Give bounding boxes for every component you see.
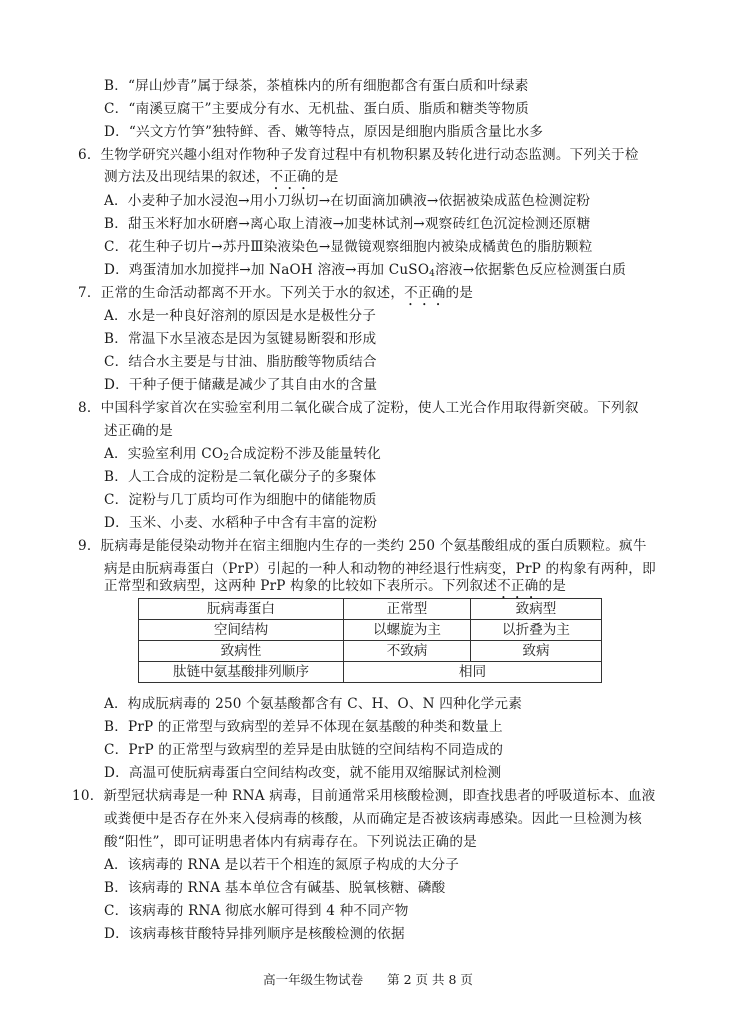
q6-option-b: B．甜玉米籽加水研磨→离心取上清液→加斐林试剂→观察砖红色沉淀检测还原糖 bbox=[104, 216, 591, 232]
table-cell: 致病性 bbox=[139, 641, 344, 662]
table-row bbox=[139, 599, 602, 620]
table-cell: 正常型 bbox=[344, 599, 471, 620]
table-row bbox=[139, 662, 602, 683]
q10-number: 10． bbox=[72, 788, 104, 804]
q8-text: 中国科学家首次在实验室利用二氧化碳合成了淀粉，使人工光合作用取得新突破。下列叙 bbox=[100, 400, 639, 416]
q10-option-a: A．该病毒的 RNA 是以若干个相连的氮原子构成的大分子 bbox=[104, 857, 460, 873]
q7-option-c: C．结合水主要是与甘油、脂肪酸等物质结合 bbox=[104, 354, 377, 370]
q8-stem-line2: 述正确的是 bbox=[104, 423, 173, 439]
q5-option-c: C．“南溪豆腐干”主要成分有水、无机盐、蛋白质、脂质和糖类等物质 bbox=[104, 101, 529, 117]
q9-option-a: A．构成朊病毒的 250 个氨基酸都含有 C、H、O、N 四种化学元素 bbox=[104, 696, 522, 712]
q6-emphasis: 不正确 bbox=[269, 169, 311, 185]
q8-option-c: C．淀粉与几丁质均可作为细胞中的储能物质 bbox=[104, 492, 377, 508]
q6-text: 生物学研究兴趣小组对作物种子发育过程中有机物积累及转化进行动态监测。下列关于检 bbox=[100, 147, 639, 163]
q7-option-b: B．常温下水呈液态是因为氢键易断裂和形成 bbox=[104, 331, 377, 347]
q6-text-post: 的是 bbox=[310, 169, 339, 185]
table-cell: 肽链中氨基酸排列顺序 bbox=[139, 662, 344, 683]
q10-option-d: D．该病毒核苷酸特异排列顺序是核酸检测的依据 bbox=[104, 926, 405, 942]
footer-page-number: 第 2 页 共 8 页 bbox=[387, 972, 473, 987]
q5-option-d: D．“兴文方竹笋”独特鲜、香、嫩等特点，原因是细胞内脂质含量比水多 bbox=[104, 124, 544, 140]
q6-option-d-pre: D．鸡蛋清加水加搅拌→加 NaOH 溶液→再加 CuSO bbox=[104, 262, 430, 278]
q6-stem-line1 bbox=[78, 145, 639, 165]
table-cell: 空间结构 bbox=[139, 620, 344, 641]
q10-option-c: C．该病毒的 RNA 彻底水解可得到 4 种不同产物 bbox=[104, 903, 409, 919]
q6-option-d bbox=[104, 260, 626, 280]
q7-option-a: A．水是一种良好溶剂的原因是水是极性分子 bbox=[104, 308, 377, 324]
prp-comparison-table bbox=[138, 598, 602, 683]
q10-text: 新型冠状病毒是一种 RNA 病毒，目前通常采用核酸检测，即查找患者的呼吸道标本、血液 bbox=[103, 788, 656, 804]
table-cell: 朊病毒蛋白 bbox=[139, 599, 344, 620]
q6-option-c: C．花生种子切片→苏丹Ⅲ染液染色→显微镜观察细胞内被染成橘黄色的脂肪颗粒 bbox=[104, 239, 593, 255]
q8-number: 8． bbox=[78, 400, 101, 416]
q7-option-d: D．干种子便于储藏是减少了其自由水的含量 bbox=[104, 377, 378, 393]
table-row bbox=[139, 641, 602, 662]
q7-text-post: 的是 bbox=[445, 285, 474, 301]
q10-stem-line3: 酸“阳性”，即可证明患者体内有病毒存在。下列说法正确的是 bbox=[104, 834, 477, 850]
q9-text-pre: 正常型和致病型，这两种 PrP 构象的比较如下表所示。下列叙述 bbox=[104, 578, 498, 594]
table-row bbox=[139, 620, 602, 641]
page-footer bbox=[0, 970, 736, 988]
q9-text-post: 的是 bbox=[538, 578, 567, 594]
q8-stem-line1 bbox=[78, 398, 639, 418]
q8-option-a-post: 合成淀粉不涉及能量转化 bbox=[229, 446, 381, 462]
q6-number: 6． bbox=[78, 147, 101, 163]
q6-option-d-post: 溶液→依据紫色反应检测蛋白质 bbox=[435, 262, 627, 278]
footer-title: 高一年级生物试卷 bbox=[263, 972, 364, 987]
q8-option-a bbox=[104, 444, 381, 464]
q8-option-a-pre: A．实验室利用 CO bbox=[104, 446, 224, 462]
q9-text: 朊病毒是能侵染动物并在宿主细胞内生存的一类约 250 个氨基酸组成的蛋白质颗粒。疯牛 bbox=[100, 538, 647, 554]
table-cell: 致病 bbox=[471, 641, 602, 662]
q6-stem-line2 bbox=[104, 167, 339, 193]
q6-option-d-sub: 4 bbox=[429, 269, 436, 279]
q9-option-d: D．高温可使朊病毒蛋白空间结构改变，就不能用双缩脲试剂检测 bbox=[104, 765, 502, 781]
q9-number: 9． bbox=[78, 538, 101, 554]
q9-option-c: C．PrP 的正常型与致病型的差异是由肽链的空间结构不同造成的 bbox=[104, 742, 504, 758]
q9-stem-line2: 病是由朊病毒蛋白（PrP）引起的一种人和动物的神经退行性病变，PrP 的构象有两种，即 bbox=[104, 561, 656, 577]
q5-option-b: B．“屏山炒青”属于绿茶，茶植株内的所有细胞都含有蛋白质和叶绿素 bbox=[104, 78, 529, 94]
table-cell: 不致病 bbox=[344, 641, 471, 662]
q6-text-pre: 测方法及出现结果的叙述， bbox=[104, 169, 270, 185]
table-cell: 以折叠为主 bbox=[471, 620, 602, 641]
table-cell-merged: 相同 bbox=[344, 662, 602, 683]
q6-option-a: A．小麦种子加水浸泡→用小刀纵切→在切面滴加碘液→依据被染成蓝色检测淀粉 bbox=[104, 193, 591, 209]
table-cell: 致病型 bbox=[471, 599, 602, 620]
table-cell: 以螺旋为主 bbox=[344, 620, 471, 641]
q7-emphasis: 不正确 bbox=[404, 285, 446, 301]
q10-stem-line1 bbox=[72, 786, 655, 806]
q9-emphasis: 不正确 bbox=[497, 578, 539, 594]
q7-text-pre: 正常的生命活动都离不开水。下列关于水的叙述， bbox=[100, 285, 405, 301]
q9-option-b: B．PrP 的正常型与致病型的差异不体现在氨基酸的种类和数量上 bbox=[104, 719, 503, 735]
q8-option-a-sub: 2 bbox=[223, 453, 230, 463]
q10-stem-line2: 或粪便中是否存在外来入侵病毒的核酸，从而确定是否被该病毒感染。因此一旦检测为核 bbox=[104, 811, 642, 827]
q8-option-d: D．玉米、小麦、水稻种子中含有丰富的淀粉 bbox=[104, 515, 378, 531]
q7-number: 7． bbox=[78, 285, 101, 301]
q10-option-b: B．该病毒的 RNA 基本单位含有碱基、脱氧核糖、磷酸 bbox=[104, 880, 446, 896]
q9-stem-line1 bbox=[78, 536, 647, 556]
q8-option-b: B．人工合成的淀粉是二氧化碳分子的多聚体 bbox=[104, 469, 377, 485]
